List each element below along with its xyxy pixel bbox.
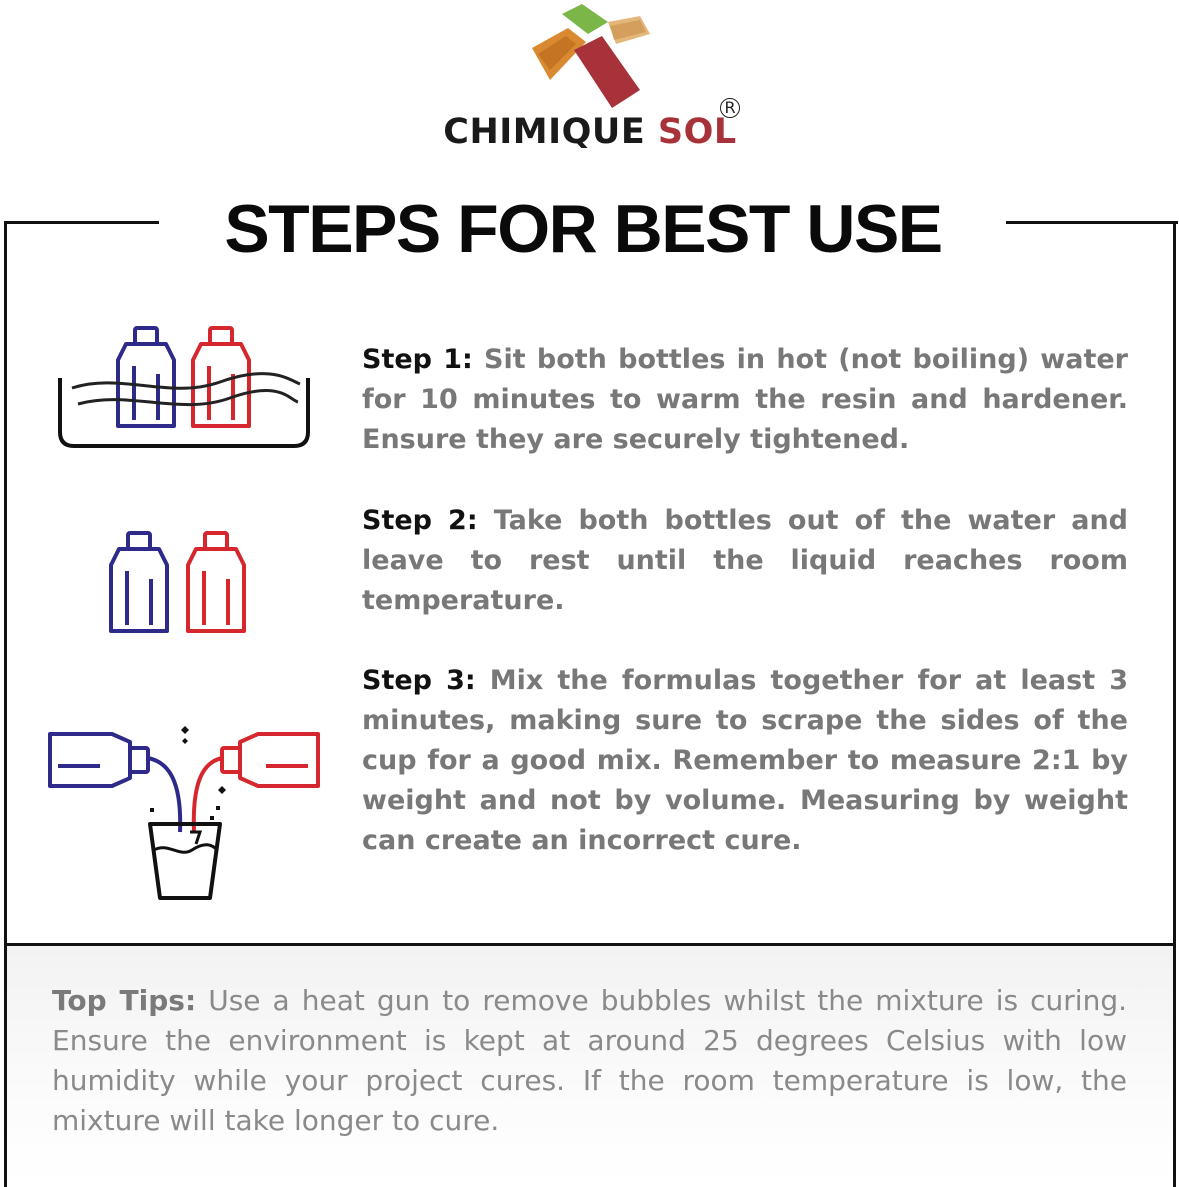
frame-border-right <box>1173 221 1176 1187</box>
top-tips <box>52 981 1127 1141</box>
frame-line-left <box>4 221 159 224</box>
frame-line-right <box>1006 221 1178 224</box>
two-bottles-icon <box>105 525 265 641</box>
step-1 <box>362 340 1128 460</box>
step-2-text: Take both bottles out of the water and leave to rest until the liquid reaches room temperature. <box>362 505 1128 616</box>
step-2-label: Step 2: <box>362 505 478 536</box>
brand-name <box>430 112 750 152</box>
step-1-label: Step 1: <box>362 344 473 375</box>
tips-label: Top Tips: <box>52 984 197 1017</box>
pouring-into-cup-icon <box>40 720 330 909</box>
logo-mark-icon <box>490 0 690 110</box>
bottles-in-water-icon <box>50 320 315 454</box>
brand-logo <box>430 0 750 160</box>
step-1-text: Sit both bottles in hot (not boiling) water for 10 minutes to warm the resin and hardener. Ensure they are securely tightened. <box>362 344 1128 455</box>
step-3-text: Mix the formulas together for at least 3 minutes, making sure to scrape the sides of the cup for a good mix. Remember to measure 2:1 by weight and not by volume. Measuring by weight can create an incorrect cure. <box>362 665 1128 856</box>
step-3-label: Step 3: <box>362 665 476 696</box>
brand-name-part1: CHIMIQUE <box>443 112 646 152</box>
step-3 <box>362 661 1128 861</box>
step-2 <box>362 501 1128 621</box>
brand-name-part2: SOL <box>657 112 737 152</box>
registered-mark: R <box>720 98 740 118</box>
tips-text: Use a heat gun to remove bubbles whilst the mixture is curing. Ensure the environment is kept at around 25 degrees Celsius with low humidity while your project cures. If the room temperature is low, the mixture will take longer to cure. <box>52 984 1127 1137</box>
page-title: STEPS FOR BEST USE <box>224 191 942 267</box>
